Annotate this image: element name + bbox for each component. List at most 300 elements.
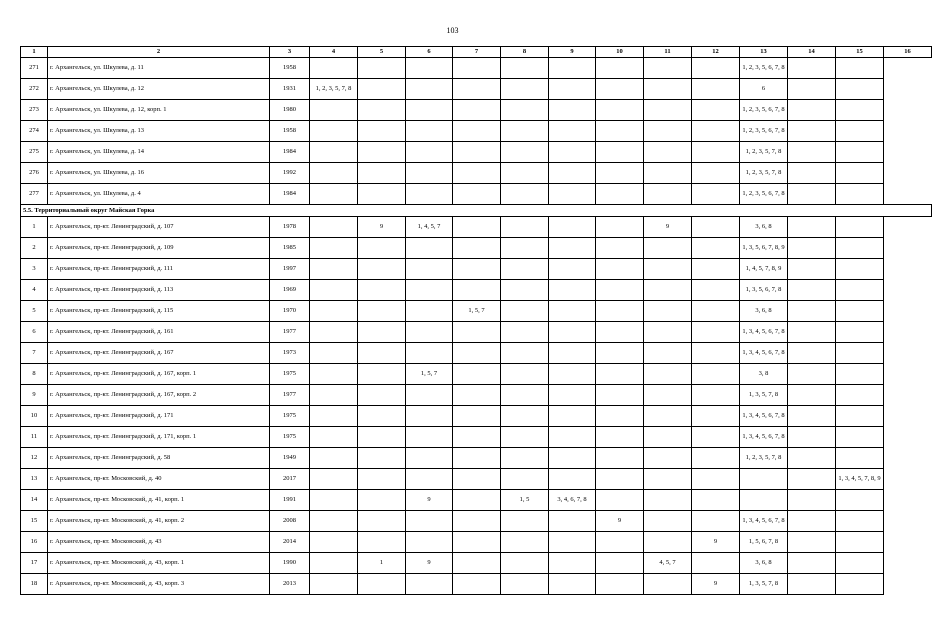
address-cell: г. Архангельск, пр-кт. Ленинградский, д. 109 — [48, 238, 270, 259]
table-cell — [596, 184, 644, 205]
table-cell — [501, 142, 549, 163]
table-cell — [501, 163, 549, 184]
table-cell — [501, 280, 549, 301]
table-cell — [453, 574, 501, 595]
table-cell — [310, 406, 358, 427]
table-row — [21, 406, 932, 427]
page-number: 103 — [446, 26, 459, 35]
table-cell — [836, 553, 884, 574]
table-cell — [644, 121, 692, 142]
table-cell — [836, 259, 884, 280]
address-cell: г. Архангельск, пр-кт. Московский, д. 40 — [48, 469, 270, 490]
row-number-cell: 6 — [21, 322, 48, 343]
address-cell: г. Архангельск, ул. Шкулева, д. 13 — [48, 121, 270, 142]
address-cell: г. Архангельск, ул. Шкулева, д. 12 — [48, 79, 270, 100]
table-cell — [358, 238, 406, 259]
table-cell: 1, 3, 5, 7, 8 — [740, 385, 788, 406]
year-cell: 1985 — [270, 238, 310, 259]
table-cell — [406, 532, 453, 553]
table-cell — [549, 343, 596, 364]
table-row — [21, 280, 932, 301]
table-row — [21, 343, 932, 364]
table-cell — [310, 532, 358, 553]
table-row — [21, 58, 932, 79]
table-cell — [740, 490, 788, 511]
table-cell — [310, 448, 358, 469]
table-cell — [596, 121, 644, 142]
table-cell: 1, 3, 5, 6, 7, 8 — [740, 280, 788, 301]
table-cell — [549, 58, 596, 79]
table-cell — [310, 184, 358, 205]
row-number-cell: 16 — [21, 532, 48, 553]
table-cell — [358, 385, 406, 406]
column-header: 14 — [788, 47, 836, 58]
table-cell: 1, 2, 3, 5, 6, 7, 8 — [740, 121, 788, 142]
table-cell — [596, 532, 644, 553]
table-cell — [501, 58, 549, 79]
year-cell: 1975 — [270, 427, 310, 448]
table-cell: 1, 3, 5, 6, 7, 8, 9 — [740, 238, 788, 259]
table-cell — [644, 322, 692, 343]
year-cell: 1980 — [270, 100, 310, 121]
table-cell: 1, 4, 5, 7 — [406, 217, 453, 238]
table-cell: 1, 5 — [501, 490, 549, 511]
table-cell — [549, 574, 596, 595]
table-cell — [406, 163, 453, 184]
table-cell — [406, 184, 453, 205]
table-cell — [788, 100, 836, 121]
table-cell: 1, 5, 6, 7, 8 — [740, 532, 788, 553]
table-cell — [788, 58, 836, 79]
table-cell — [644, 58, 692, 79]
table-cell — [788, 511, 836, 532]
table-cell — [788, 163, 836, 184]
table-cell — [310, 553, 358, 574]
address-cell: г. Архангельск, пр-кт. Ленинградский, д. 171 — [48, 406, 270, 427]
table-cell — [358, 79, 406, 100]
column-header: 4 — [310, 47, 358, 58]
table-cell — [692, 427, 740, 448]
column-header: 8 — [501, 47, 549, 58]
table-cell — [501, 259, 549, 280]
table-cell — [596, 259, 644, 280]
table-cell — [788, 448, 836, 469]
table-cell — [788, 469, 836, 490]
table-cell — [596, 490, 644, 511]
table-row — [21, 511, 932, 532]
table-cell — [596, 163, 644, 184]
table-cell — [358, 343, 406, 364]
table-row — [21, 184, 932, 205]
table-cell — [453, 343, 501, 364]
table-cell — [310, 58, 358, 79]
table-cell — [406, 406, 453, 427]
row-number-cell: 277 — [21, 184, 48, 205]
table-cell — [836, 511, 884, 532]
table-cell — [836, 490, 884, 511]
table-cell — [836, 427, 884, 448]
row-number-cell: 4 — [21, 280, 48, 301]
year-cell: 1949 — [270, 448, 310, 469]
table-row — [21, 427, 932, 448]
column-header: 16 — [884, 47, 932, 58]
table-cell: 1, 3, 4, 5, 6, 7, 8 — [740, 343, 788, 364]
table-cell — [501, 385, 549, 406]
column-header: 3 — [270, 47, 310, 58]
table-row — [21, 385, 932, 406]
table-cell: 3, 6, 8 — [740, 301, 788, 322]
year-cell: 1984 — [270, 184, 310, 205]
table-cell — [358, 142, 406, 163]
table-cell — [836, 574, 884, 595]
table-cell — [549, 322, 596, 343]
column-header: 10 — [596, 47, 644, 58]
table-cell — [836, 385, 884, 406]
table-cell — [549, 184, 596, 205]
table-cell — [692, 553, 740, 574]
year-cell: 1931 — [270, 79, 310, 100]
table-cell — [692, 448, 740, 469]
address-cell: г. Архангельск, ул. Шкулева, д. 12, корп. 1 — [48, 100, 270, 121]
table-cell — [406, 511, 453, 532]
table-cell: 9 — [406, 490, 453, 511]
table-cell — [596, 238, 644, 259]
table-row — [21, 142, 932, 163]
table-cell — [501, 121, 549, 142]
table-cell — [501, 238, 549, 259]
table-cell — [310, 469, 358, 490]
table-cell — [501, 448, 549, 469]
table-cell — [501, 511, 549, 532]
table-cell — [788, 280, 836, 301]
table-cell — [310, 217, 358, 238]
table-cell: 1, 5, 7 — [453, 301, 501, 322]
table-cell: 1, 5, 7 — [406, 364, 453, 385]
year-cell: 1991 — [270, 490, 310, 511]
column-header: 5 — [358, 47, 406, 58]
table-cell — [836, 364, 884, 385]
row-number-cell: 274 — [21, 121, 48, 142]
table-cell — [692, 469, 740, 490]
table-row — [21, 301, 932, 322]
table-cell — [549, 280, 596, 301]
table-cell — [310, 427, 358, 448]
table-cell — [788, 79, 836, 100]
table-cell — [358, 406, 406, 427]
row-number-cell: 14 — [21, 490, 48, 511]
row-number-cell: 2 — [21, 238, 48, 259]
table-cell — [453, 511, 501, 532]
table-cell — [358, 364, 406, 385]
address-cell: г. Архангельск, пр-кт. Ленинградский, д. 58 — [48, 448, 270, 469]
table-cell — [596, 58, 644, 79]
table-cell — [836, 322, 884, 343]
table-cell — [596, 79, 644, 100]
table-cell — [501, 322, 549, 343]
table-cell — [644, 469, 692, 490]
table-cell — [453, 163, 501, 184]
address-cell: г. Архангельск, ул. Шкулева, д. 16 — [48, 163, 270, 184]
table-cell — [692, 79, 740, 100]
table-cell: 1, 3, 4, 5, 6, 7, 8 — [740, 322, 788, 343]
year-cell: 1958 — [270, 121, 310, 142]
year-cell: 1977 — [270, 322, 310, 343]
row-number-cell: 17 — [21, 553, 48, 574]
table-cell — [406, 259, 453, 280]
table-cell — [549, 259, 596, 280]
year-cell: 1984 — [270, 142, 310, 163]
table-cell — [692, 406, 740, 427]
table-cell — [836, 532, 884, 553]
table-cell — [406, 469, 453, 490]
table-cell — [453, 280, 501, 301]
table-row — [21, 553, 932, 574]
table-cell — [644, 448, 692, 469]
table-cell — [406, 280, 453, 301]
table-cell — [788, 385, 836, 406]
table-cell: 1, 3, 5, 7, 8 — [740, 574, 788, 595]
table-cell — [692, 490, 740, 511]
table-cell — [644, 280, 692, 301]
table-cell — [836, 301, 884, 322]
table-cell — [310, 259, 358, 280]
table-cell: 1, 2, 3, 5, 7, 8 — [740, 142, 788, 163]
column-header: 11 — [644, 47, 692, 58]
table-cell — [836, 238, 884, 259]
table-cell: 3, 8 — [740, 364, 788, 385]
table-cell: 1 — [358, 553, 406, 574]
table-cell — [644, 364, 692, 385]
table-cell — [453, 427, 501, 448]
table-cell — [596, 469, 644, 490]
table-cell — [310, 163, 358, 184]
table-cell — [358, 322, 406, 343]
table-cell — [549, 100, 596, 121]
table-cell — [549, 406, 596, 427]
table-cell — [596, 301, 644, 322]
table-cell — [692, 121, 740, 142]
table-cell — [644, 532, 692, 553]
column-header: 9 — [549, 47, 596, 58]
table-cell — [549, 301, 596, 322]
table-cell — [453, 364, 501, 385]
table-cell — [453, 142, 501, 163]
table-cell — [644, 163, 692, 184]
address-cell: г. Архангельск, ул. Шкулева, д. 14 — [48, 142, 270, 163]
table-cell — [596, 574, 644, 595]
table-row — [21, 238, 932, 259]
table-cell — [836, 406, 884, 427]
year-cell: 1975 — [270, 364, 310, 385]
table-cell — [310, 322, 358, 343]
table-cell — [740, 469, 788, 490]
year-cell: 1973 — [270, 343, 310, 364]
column-header: 2 — [48, 47, 270, 58]
table-cell — [692, 301, 740, 322]
table-cell — [310, 343, 358, 364]
table-cell — [596, 427, 644, 448]
table-cell — [788, 553, 836, 574]
year-cell: 1992 — [270, 163, 310, 184]
table-cell — [692, 58, 740, 79]
table-cell: 1, 2, 3, 5, 6, 7, 8 — [740, 184, 788, 205]
table-cell — [406, 121, 453, 142]
table-cell — [549, 385, 596, 406]
table-cell: 1, 2, 3, 5, 6, 7, 8 — [740, 58, 788, 79]
table-cell — [788, 574, 836, 595]
table-cell — [406, 238, 453, 259]
table-cell — [358, 58, 406, 79]
table-cell — [644, 259, 692, 280]
table-cell — [788, 217, 836, 238]
table-cell — [501, 184, 549, 205]
table-cell — [358, 532, 406, 553]
table-cell: 1, 2, 3, 5, 6, 7, 8 — [740, 100, 788, 121]
address-cell: г. Архангельск, пр-кт. Ленинградский, д. 167, корп. 2 — [48, 385, 270, 406]
table-cell: 3, 6, 8 — [740, 553, 788, 574]
table-cell — [692, 322, 740, 343]
year-cell: 2013 — [270, 574, 310, 595]
table-cell — [501, 553, 549, 574]
year-cell: 1970 — [270, 301, 310, 322]
table-cell — [310, 511, 358, 532]
table-cell — [596, 142, 644, 163]
row-number-cell: 271 — [21, 58, 48, 79]
table-cell — [692, 100, 740, 121]
table-row — [21, 574, 932, 595]
table-cell — [836, 121, 884, 142]
table-cell: 1, 3, 4, 5, 6, 7, 8 — [740, 406, 788, 427]
table-cell — [644, 385, 692, 406]
table-cell — [453, 490, 501, 511]
table-cell — [406, 385, 453, 406]
table-cell: 1, 3, 4, 5, 6, 7, 8 — [740, 427, 788, 448]
table-cell — [692, 163, 740, 184]
table-cell: 9 — [406, 553, 453, 574]
table-cell — [788, 532, 836, 553]
row-number-cell: 5 — [21, 301, 48, 322]
table-cell — [836, 142, 884, 163]
table-cell — [788, 406, 836, 427]
address-cell: г. Архангельск, пр-кт. Московский, д. 41, корп. 1 — [48, 490, 270, 511]
table-cell — [692, 364, 740, 385]
address-cell: г. Архангельск, пр-кт. Ленинградский, д. 167 — [48, 343, 270, 364]
year-cell: 1975 — [270, 406, 310, 427]
table-cell — [358, 490, 406, 511]
table-cell — [501, 574, 549, 595]
table-cell — [453, 469, 501, 490]
table-cell — [788, 343, 836, 364]
table-cell — [836, 448, 884, 469]
table-cell — [549, 121, 596, 142]
year-cell: 1978 — [270, 217, 310, 238]
year-cell: 2017 — [270, 469, 310, 490]
header-row — [21, 47, 932, 58]
address-cell: г. Архангельск, пр-кт. Ленинградский, д. 167, корп. 1 — [48, 364, 270, 385]
year-cell: 1997 — [270, 259, 310, 280]
table-cell — [692, 142, 740, 163]
table-cell: 6 — [740, 79, 788, 100]
table-cell — [692, 385, 740, 406]
table-cell — [596, 280, 644, 301]
table-cell — [358, 511, 406, 532]
table-cell — [549, 217, 596, 238]
table-cell — [453, 79, 501, 100]
table-cell: 1, 3, 4, 5, 6, 7, 8 — [740, 511, 788, 532]
table-cell: 1, 2, 3, 5, 7, 8 — [740, 163, 788, 184]
table-cell — [453, 259, 501, 280]
address-cell: г. Архангельск, пр-кт. Ленинградский, д. 115 — [48, 301, 270, 322]
row-number-cell: 13 — [21, 469, 48, 490]
year-cell: 1990 — [270, 553, 310, 574]
column-header: 7 — [453, 47, 501, 58]
table-cell — [358, 121, 406, 142]
table-cell — [453, 184, 501, 205]
table-cell — [692, 184, 740, 205]
table-row — [21, 448, 932, 469]
table-cell: 1, 4, 5, 7, 8, 9 — [740, 259, 788, 280]
address-cell: г. Архангельск, ул. Шкулева, д. 4 — [48, 184, 270, 205]
table-cell — [788, 490, 836, 511]
table-cell — [549, 238, 596, 259]
table-cell — [836, 58, 884, 79]
table-cell: 3, 4, 6, 7, 8 — [549, 490, 596, 511]
address-cell: г. Архангельск, пр-кт. Ленинградский, д. 161 — [48, 322, 270, 343]
table-cell — [644, 406, 692, 427]
table-cell — [644, 100, 692, 121]
table-cell — [788, 427, 836, 448]
table-row — [21, 532, 932, 553]
table-cell — [406, 100, 453, 121]
table-cell — [644, 490, 692, 511]
table-row — [21, 121, 932, 142]
table-cell — [836, 217, 884, 238]
table-cell — [310, 301, 358, 322]
table-cell — [406, 301, 453, 322]
table-cell — [406, 79, 453, 100]
table-cell — [501, 532, 549, 553]
table-cell — [501, 427, 549, 448]
table-cell — [836, 79, 884, 100]
table-cell — [406, 343, 453, 364]
table-cell — [310, 364, 358, 385]
table-cell — [453, 448, 501, 469]
table-cell — [501, 79, 549, 100]
table-cell — [501, 100, 549, 121]
row-number-cell: 276 — [21, 163, 48, 184]
table-cell: 9 — [358, 217, 406, 238]
table-row — [21, 100, 932, 121]
address-cell: г. Архангельск, ул. Шкулева, д. 11 — [48, 58, 270, 79]
table-cell — [453, 238, 501, 259]
table-cell — [596, 343, 644, 364]
table-cell — [836, 184, 884, 205]
row-number-cell: 7 — [21, 343, 48, 364]
table-cell — [406, 427, 453, 448]
table-cell — [501, 469, 549, 490]
table-cell: 9 — [596, 511, 644, 532]
table-cell — [596, 217, 644, 238]
address-cell: г. Архангельск, пр-кт. Московский, д. 43 — [48, 532, 270, 553]
table-cell — [453, 406, 501, 427]
table-row — [21, 364, 932, 385]
table-cell — [310, 121, 358, 142]
table-cell — [596, 385, 644, 406]
address-cell: г. Архангельск, пр-кт. Ленинградский, д. 111 — [48, 259, 270, 280]
table-cell — [836, 280, 884, 301]
table-cell — [310, 385, 358, 406]
row-number-cell: 18 — [21, 574, 48, 595]
